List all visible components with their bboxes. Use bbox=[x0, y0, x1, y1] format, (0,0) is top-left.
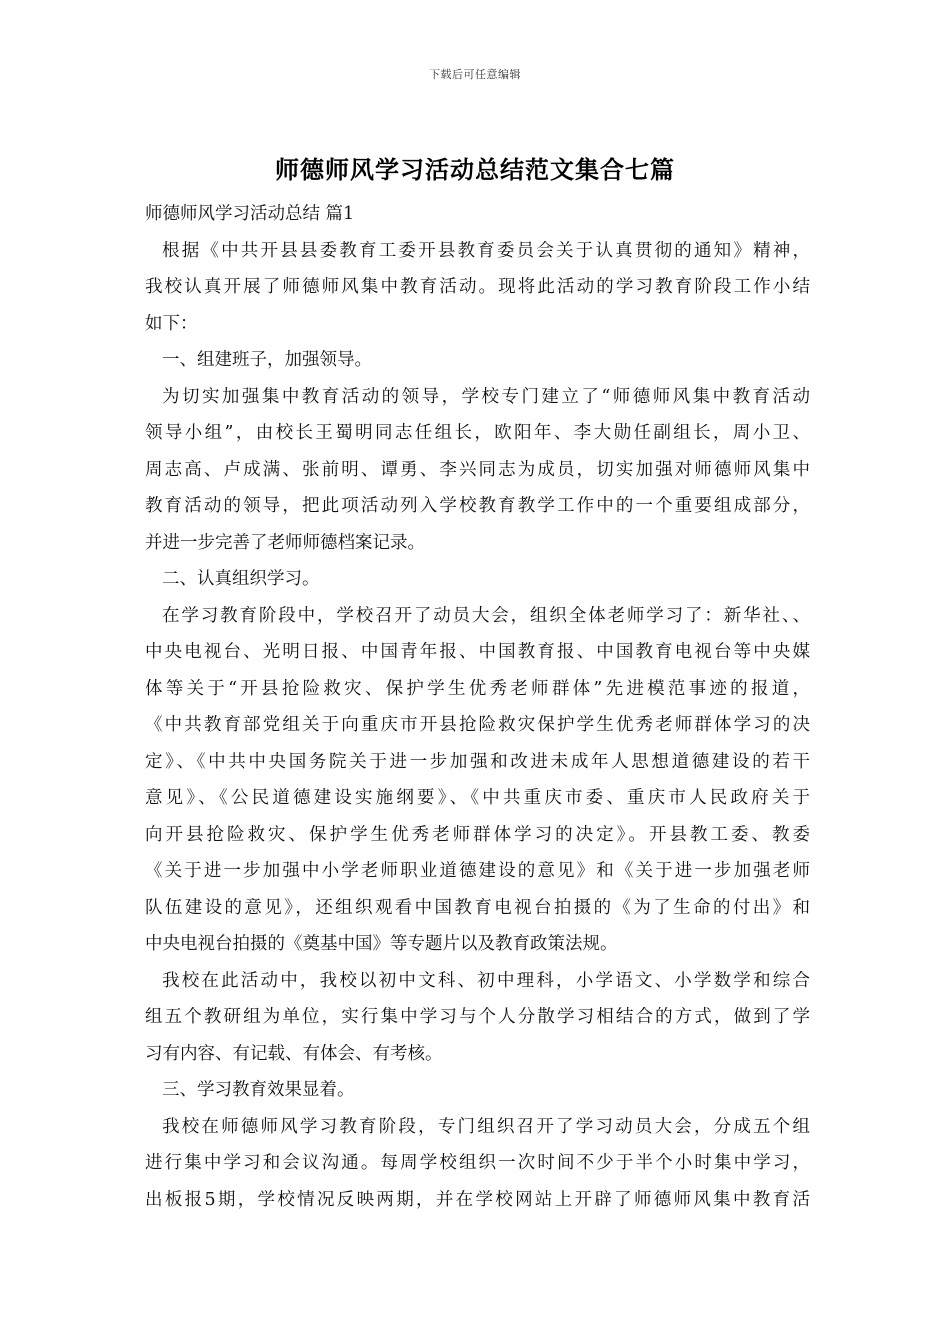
text-line: 队伍建设的意见》，还组织观看中国教育电视台拍摄的《为了生命的付出》和 bbox=[145, 897, 810, 918]
text-line: 组五个教研组为单位，实行集中学习与个人分散学习相结合的方式，做到了学 bbox=[145, 1007, 810, 1027]
text-line: 根据《中共开县县委教育工委开县教育委员会关于认真贯彻的通知》精神， bbox=[162, 240, 810, 261]
text-line: 中央电视台、光明日报、中国青年报、中国教育报、中国教育电视台等中央媒 bbox=[145, 642, 810, 662]
header-note: 下载后可任意编辑 bbox=[429, 68, 521, 81]
text-line: 意见》、《公民道德建设实施纲要》、《中共重庆市委、重庆市人民政府关于 bbox=[145, 788, 810, 808]
text-line: 二、认真组织学习。 bbox=[162, 569, 320, 589]
text-line: 领导小组”，由校长王蜀明同志任组长，欧阳年、李大勋任副组长，周小卫、 bbox=[145, 423, 810, 443]
text-line: 《关于进一步加强中小学老师职业道德建设的意见》和《关于进一步加强老师 bbox=[145, 861, 810, 881]
text-line: 为切实加强集中教育活动的领导，学校专门建立了“师德师风集中教育活动 bbox=[162, 386, 810, 407]
text-line: 出板报5期，学校情况反映两期，并在学校网站上开辟了师德师风集中教育活 bbox=[145, 1189, 810, 1210]
text-line: 并进一步完善了老师师德档案记录。 bbox=[145, 532, 425, 553]
text-line: 如下： bbox=[145, 313, 198, 334]
text-line: 定》、《中共中央国务院关于进一步加强和改进未成年人思想道德建设的若干 bbox=[145, 751, 810, 772]
document-title: 师德师风学习活动总结范文集合七篇 bbox=[275, 155, 675, 184]
text-line: 一、组建班子，加强领导。 bbox=[162, 350, 372, 370]
text-line: 向开县抢险救灾、保护学生优秀老师群体学习的决定》。开县教工委、教委 bbox=[145, 824, 810, 845]
text-line: 周志高、卢成满、张前明、谭勇、李兴同志为成员，切实加强对师德师风集中 bbox=[145, 459, 810, 480]
text-line: 在学习教育阶段中，学校召开了动员大会，组织全体老师学习了：新华社、、 bbox=[162, 605, 810, 626]
text-line: 我校在此活动中，我校以初中文科、初中理科，小学语文、小学数学和综合 bbox=[162, 970, 810, 991]
text-line: 中央电视台拍摄的《奠基中国》等专题片以及教育政策法规。 bbox=[145, 934, 618, 954]
text-line: 教育活动的领导，把此项活动列入学校教育教学工作中的一个重要组成部分， bbox=[145, 496, 810, 516]
document-body bbox=[145, 196, 810, 1218]
text-line: 我校在师德师风学习教育阶段，专门组织召开了学习动员大会，分成五个组 bbox=[162, 1116, 810, 1137]
text-line: 《中共教育部党组关于向重庆市开县抢险救灾保护学生优秀老师群体学习的决 bbox=[145, 715, 810, 735]
text-line: 我校认真开展了师德师风集中教育活动。现将此活动的学习教育阶段工作小结 bbox=[145, 277, 810, 297]
text-line: 习有内容、有记载、有体会、有考核。 bbox=[145, 1043, 443, 1064]
text-line: 三、学习教育效果显着。 bbox=[162, 1080, 355, 1100]
text-line: 师德师风学习活动总结 篇1 bbox=[145, 204, 355, 224]
text-line: 体等关于“开县抢险救灾、保护学生优秀老师群体”先进模范事迹的报道， bbox=[145, 678, 810, 699]
text-line: 进行集中学习和会议沟通。每周学校组织一次时间不少于半个小时集中学习， bbox=[145, 1153, 810, 1173]
